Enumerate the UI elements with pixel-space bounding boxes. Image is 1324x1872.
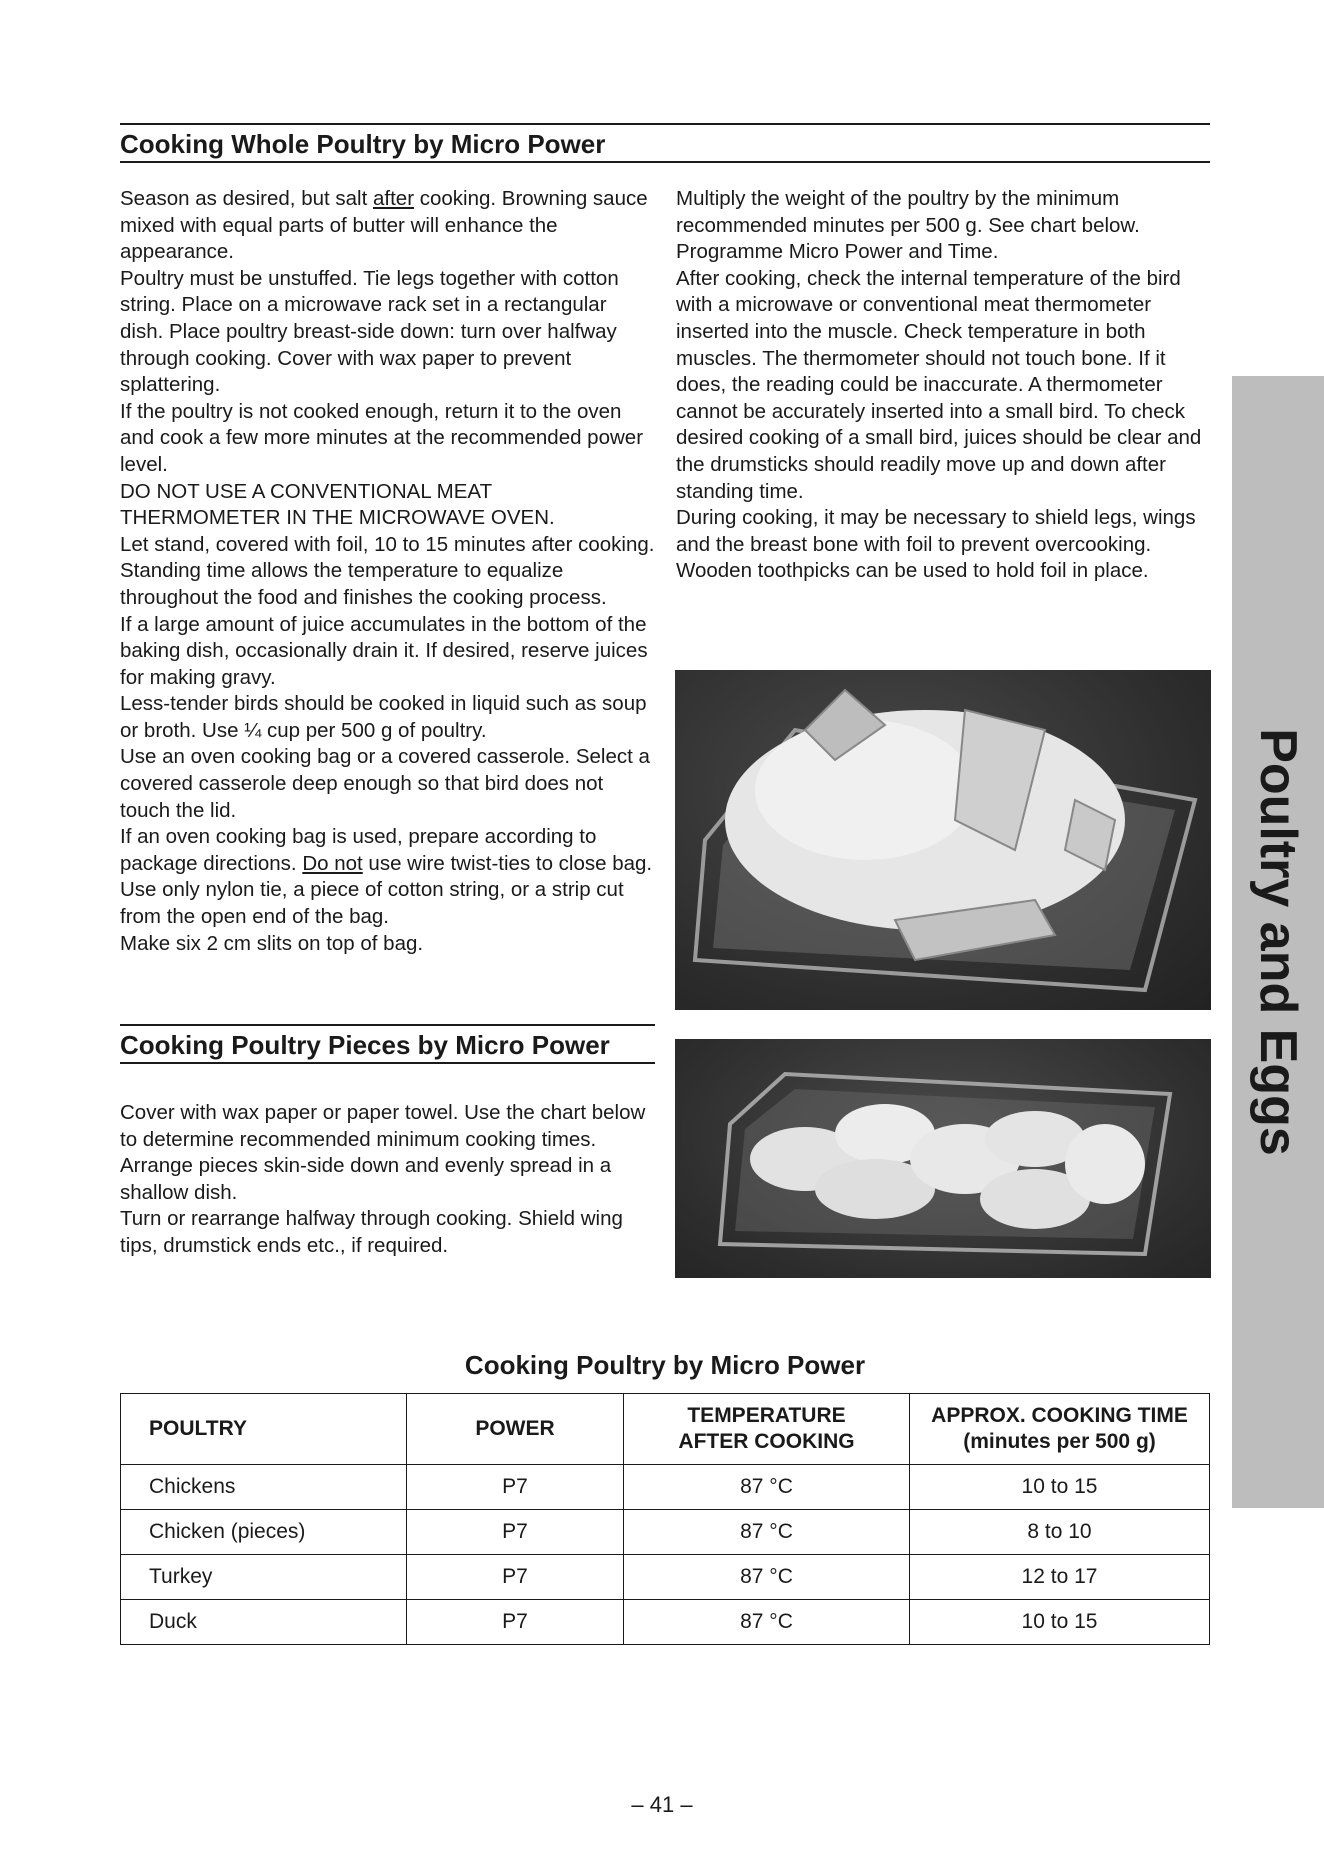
chapter-title: Poultry and Eggs — [1249, 728, 1307, 1156]
table-row — [121, 1555, 1210, 1600]
paragraph: If the poultry is not cooked enough, return it to the oven and cook a few more minutes at the recommended power level. — [120, 399, 644, 476]
header-power: POWER — [407, 1394, 624, 1465]
paragraph: Arrange pieces skin-side down and evenly spread in a shallow dish. — [120, 1154, 612, 1204]
cell-poultry: Turkey — [121, 1555, 407, 1600]
cooking-chart-table — [120, 1393, 1210, 1645]
paragraph: After cooking, check the internal temperature of the bird with a microwave or conventional meat thermometer inserted into the muscle. Check temperature in both muscles. The thermometer should not touch bone. If it does, the reading could be inaccurate. A thermometer cannot be accurately inserted into a small bird. To check desired cooking of a small bird, juices should be clear and the drumsticks should readily move up and down after standing time. — [676, 266, 1202, 503]
section-heading-poultry-pieces: Cooking Poultry Pieces by Micro Power — [120, 1024, 655, 1064]
header-poultry: POULTRY — [121, 1394, 407, 1465]
table-row — [121, 1510, 1210, 1555]
paragraph: DO NOT USE A CONVENTIONAL MEAT THERMOMETER IN THE MICROWAVE OVEN. — [120, 479, 555, 530]
chapter-side-tab — [1232, 376, 1324, 1508]
section-heading-whole-poultry: Cooking Whole Poultry by Micro Power — [120, 123, 1210, 163]
paragraph: During cooking, it may be necessary to shield legs, wings and the breast bone with foil to prevent overcooking. Wooden toothpicks can be used to hold foil in place. — [676, 506, 1196, 583]
cell-power: P7 — [407, 1600, 624, 1645]
paragraph: If a large amount of juice accumulates in the bottom of the baking dish, occasionally drain it. If desired, reserve juices for making gravy. — [120, 612, 648, 689]
cell-temperature: 87 °C — [624, 1465, 910, 1510]
cell-time: 12 to 17 — [910, 1555, 1210, 1600]
whole-poultry-photo — [675, 670, 1211, 1010]
whole-poultry-text-right — [676, 186, 1216, 585]
paragraph: Programme Micro Power and Time. — [676, 240, 999, 264]
table-title: Cooking Poultry by Micro Power — [464, 1350, 866, 1380]
cell-temperature: 87 °C — [624, 1555, 910, 1600]
poultry-pieces-text — [120, 1100, 655, 1260]
table-row — [121, 1465, 1210, 1510]
cell-time: 8 to 10 — [910, 1510, 1210, 1555]
cell-temperature: 87 °C — [624, 1510, 910, 1555]
table-row — [121, 1600, 1210, 1645]
header-temperature: TEMPERATURE AFTER COOKING — [624, 1394, 910, 1465]
table-header-row — [121, 1394, 1210, 1465]
paragraph: Cover with wax paper or paper towel. Use the chart below to determine recommended minimum cooking times. — [120, 1101, 646, 1151]
paragraph: Multiply the weight of the poultry by the minimum recommended minutes per 500 g. See chart below. — [676, 187, 1140, 237]
whole-poultry-text-left — [120, 186, 655, 957]
paragraph: Turn or rearrange halfway through cooking. Shield wing tips, drumstick ends etc., if required. — [120, 1207, 623, 1257]
paragraph: Season as desired, but salt after cooking. Browning sauce mixed with equal parts of butter will enhance the appearance. — [120, 187, 648, 264]
paragraph: Make six 2 cm slits on top of bag. — [120, 931, 424, 955]
header-cooking-time: APPROX. COOKING TIME (minutes per 500 g) — [910, 1394, 1210, 1465]
paragraph: If an oven cooking bag is used, prepare according to package directions. Do not use wire twist-ties to close bag. Use only nylon tie, a piece of cotton string, or a strip cut from the open end of the bag. — [120, 825, 653, 929]
page-number: – 41 – — [631, 1792, 693, 1817]
whole-chicken-in-dish-image — [675, 670, 1211, 1010]
chicken-pieces-in-dish-image — [675, 1039, 1211, 1278]
paragraph: Less-tender birds should be cooked in liquid such as soup or broth. Use ¼ cup per 500 g of poultry. — [120, 692, 647, 742]
poultry-pieces-photo — [675, 1039, 1211, 1278]
cell-power: P7 — [407, 1555, 624, 1600]
cell-power: P7 — [407, 1510, 624, 1555]
cell-temperature: 87 °C — [624, 1600, 910, 1645]
cell-poultry: Duck — [121, 1600, 407, 1645]
paragraph: Poultry must be unstuffed. Tie legs together with cotton string. Place on a microwave rack set in a rectangular dish. Place poultry breast-side down: turn over halfway through cooking. Cover with wax paper to prevent splattering. — [120, 266, 619, 397]
cell-power: P7 — [407, 1465, 624, 1510]
paragraph: Use an oven cooking bag or a covered casserole. Select a covered casserole deep enough so that bird does not touch the lid. — [120, 745, 650, 822]
cell-time: 10 to 15 — [910, 1465, 1210, 1510]
cell-poultry: Chicken (pieces) — [121, 1510, 407, 1555]
cell-poultry: Chickens — [121, 1465, 407, 1510]
cell-time: 10 to 15 — [910, 1600, 1210, 1645]
paragraph: Let stand, covered with foil, 10 to 15 minutes after cooking. Standing time allows the temperature to equalize throughout the food and finishes the cooking process. — [120, 532, 655, 609]
